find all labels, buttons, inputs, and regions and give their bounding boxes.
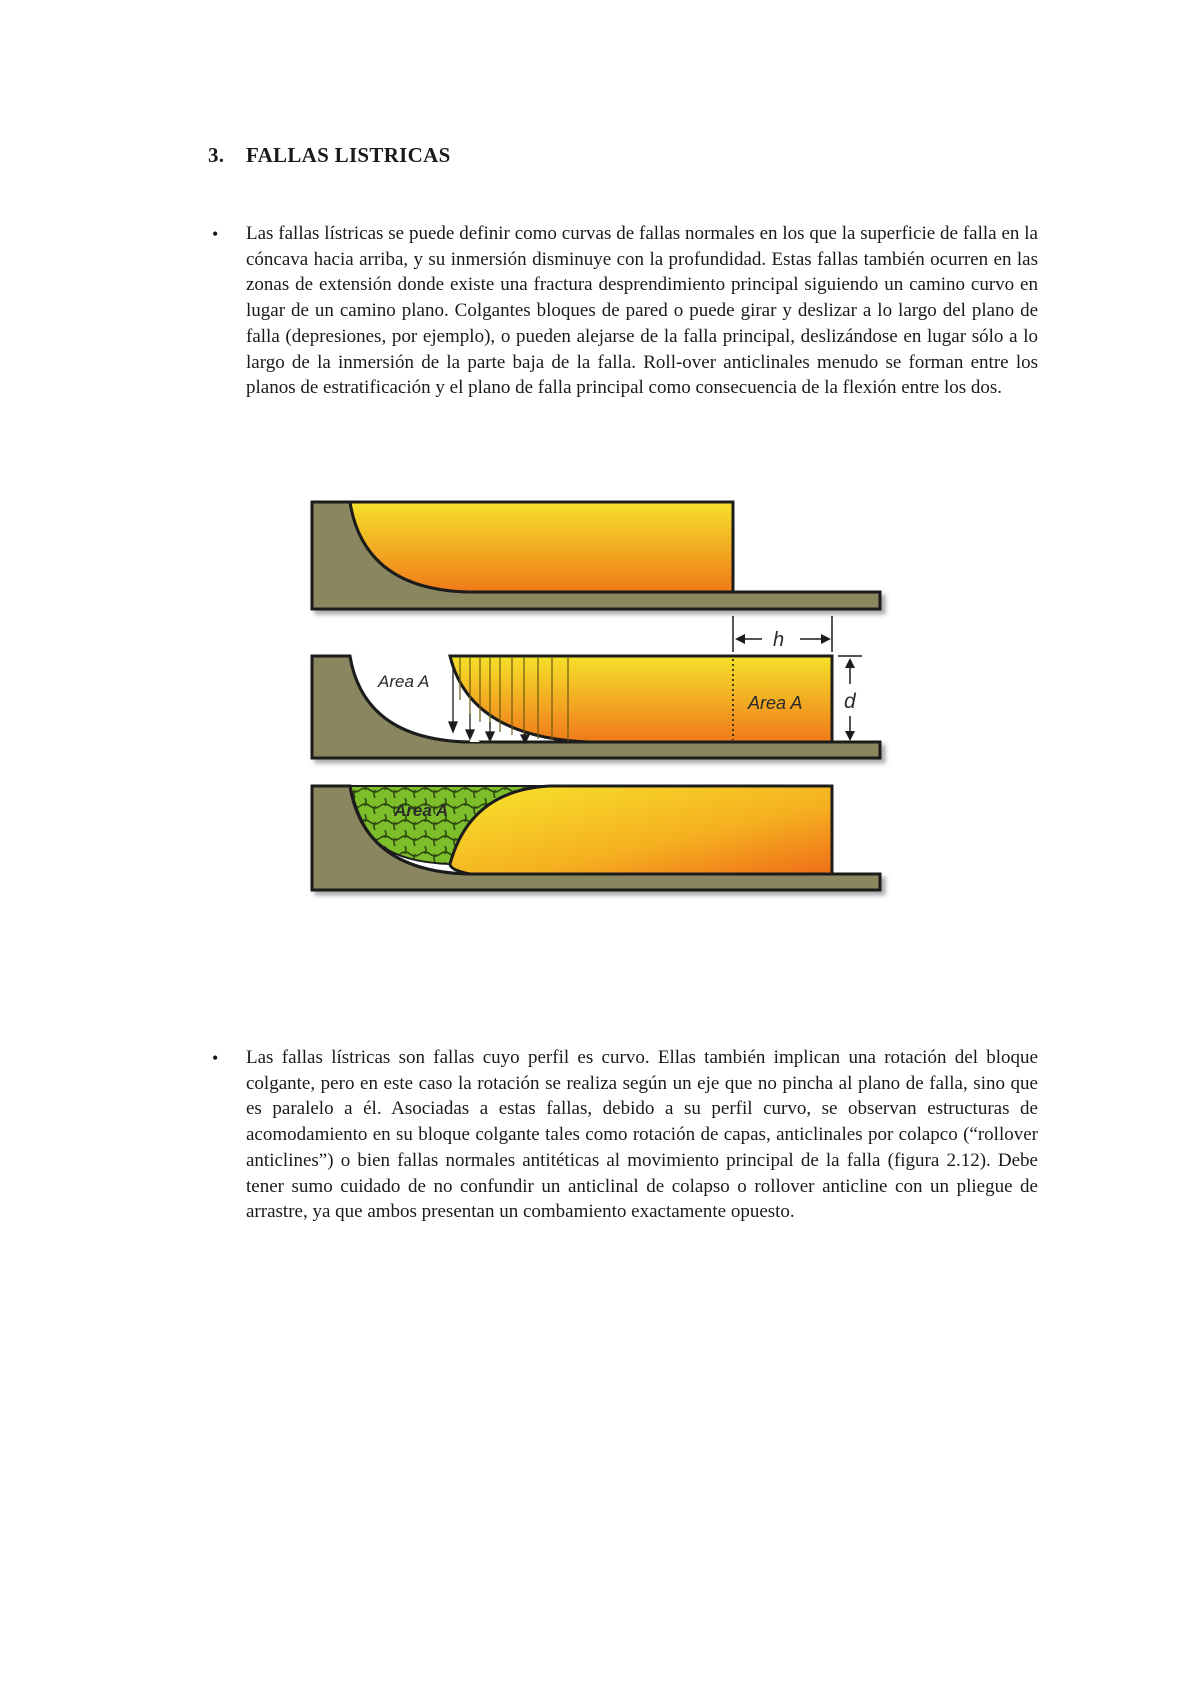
- dimension-h: [733, 616, 832, 652]
- bullet-paragraph: Las fallas lístricas se puede definir como curvas de fallas normales en los que la superficie de falla en la cóncava hacia arriba, y su inmersión disminuye con la profundidad. Estas fallas también ocurren en las zonas de extensión donde existe una fractura desprendimiento principal siguiendo un camino curvo en lugar de un camino plano. Colgantes bloques de pared o puede girar y deslizar a lo largo del plano de falla (depresiones, por ejemplo), o pueden alejarse de la falla principal, deslizándose en lugar sólo a lo largo de la inmersión de la parte baja de la falla. Roll-over anticlinales menudo se forman entre los planos de estratificación y el plano de falla principal como consecuencia de la flexión entre los dos.: [246, 223, 1038, 399]
- panel-initial: [312, 502, 880, 609]
- section-heading: [208, 143, 451, 168]
- listric-fault-figure: [300, 494, 900, 930]
- h-label: h: [773, 629, 785, 651]
- bullet-item: [208, 221, 1038, 401]
- area-a-label-right: Area A: [748, 693, 803, 713]
- section-number: 3.: [208, 143, 225, 167]
- bullet-dot-icon: •: [212, 224, 219, 244]
- panel-rollover: [312, 786, 880, 890]
- section-title: FALLAS LISTRICAS: [246, 143, 451, 167]
- hanging-wall-block: [450, 786, 832, 874]
- bullet-dot-icon: •: [212, 1048, 219, 1068]
- hanging-wall-block: [350, 502, 733, 592]
- bullet-item: [208, 1045, 1038, 1225]
- figure-svg: [300, 494, 900, 930]
- area-a-label-bottom: Area A: [394, 801, 449, 820]
- area-a-label-left: Area A: [378, 672, 430, 691]
- panel-extended: [312, 656, 880, 758]
- d-label: d: [844, 690, 856, 713]
- bullet-paragraph: Las fallas lístricas son fallas cuyo perfil es curvo. Ellas también implican una rotación del bloque colgante, pero en este caso la rotación se realiza según un eje que no pincha al plano de falla, sino que es paralelo a él. Asociadas a estas fallas, debido a su perfil curvo, se observan estructuras de acomodamiento en su bloque colgante tales como rotación de capas, anticlinales por colapco (“rollover anticlines”) o bien fallas normales antitéticas al movimiento principal de la falla (figura 2.12). Debe tener sumo cuidado de no confundir un anticlinal de colapso o rollover anticline con un pliegue de arrastre, ya que ambos presentan un combamiento exactamente opuesto.: [246, 1047, 1038, 1223]
- dimension-d: [838, 656, 862, 742]
